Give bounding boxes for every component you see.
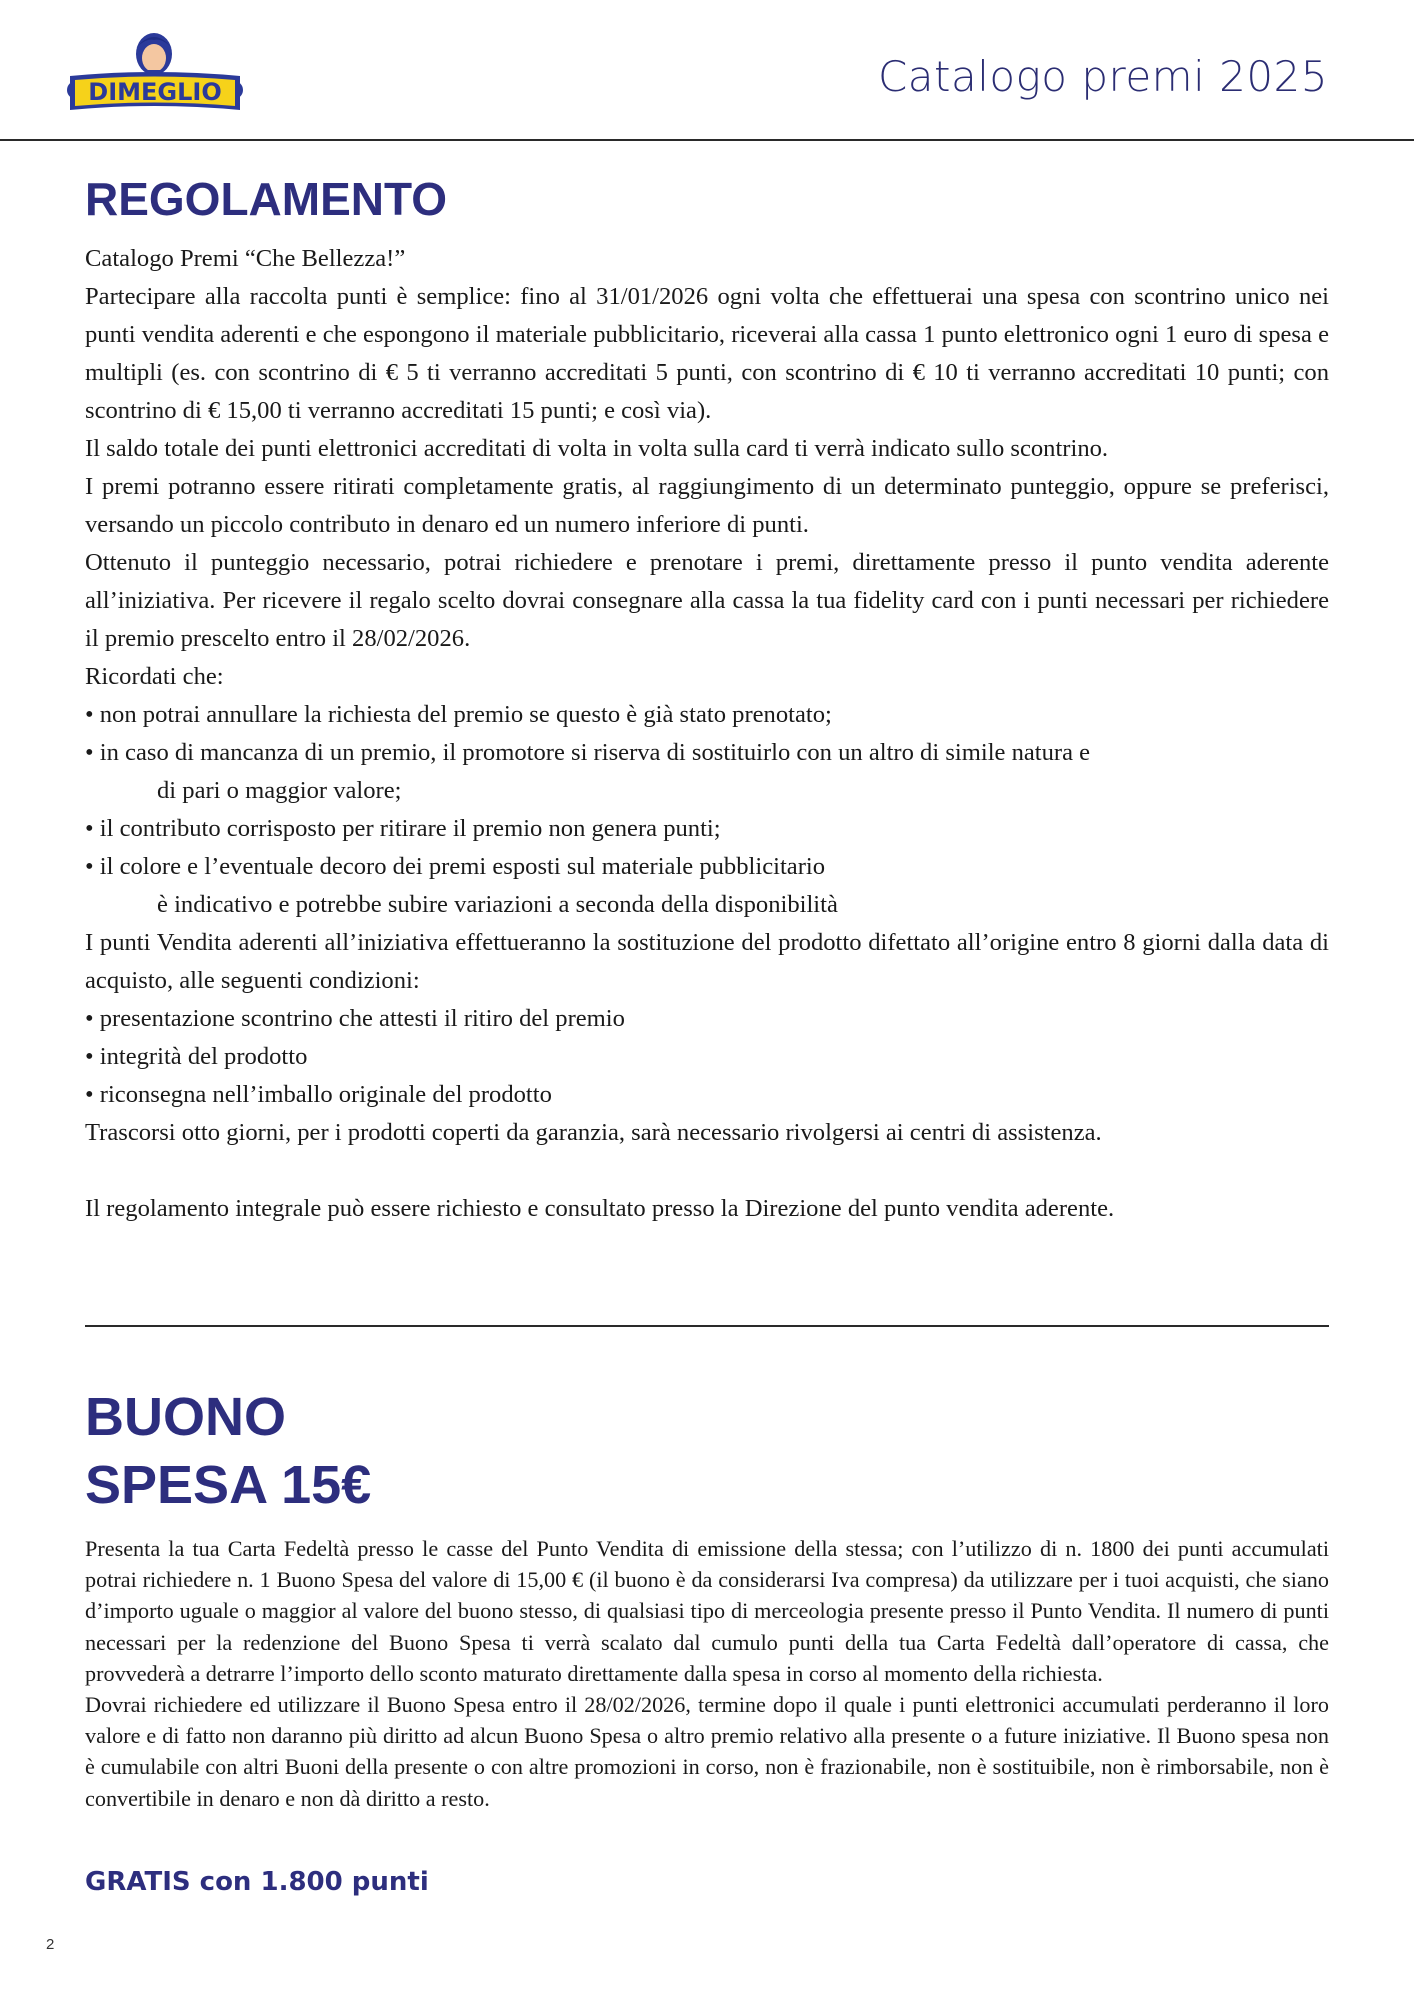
warranty-paragraph: Trascorsi otto giorni, per i prodotti coperti da garanzia, sarà necessario rivolgersi ai centri di assistenza. (85, 1119, 1102, 1146)
buono-body (85, 1533, 1329, 1814)
spacer (85, 1152, 1329, 1190)
condition-item: • presentazione scontrino che attesti il ritiro del premio (85, 1005, 625, 1032)
page-header (0, 0, 1414, 140)
balance-paragraph: Il saldo totale dei punti elettronici accreditati di volta in volta sulla card ti verrà indicato sullo scontrino. (85, 435, 1109, 462)
points-cta: GRATIS con 1.800 punti (85, 1867, 429, 1897)
prizes-paragraph: I premi potranno essere ritirati completamente gratis, al raggiungimento di un determinato punteggio, oppure se preferisci, versando un piccolo contributo in denaro ed un numero inferiore di punti. (85, 473, 1329, 538)
bullet-continuation: è indicativo e potrebbe subire variazioni a seconda della disponibilità (157, 891, 838, 918)
booking-paragraph: Ottenuto il punteggio necessario, potrai richiedere e prenotare i premi, direttamente presso il punto vendita aderente all’iniziativa. Per ricevere il regalo scelto dovrai consegnare alla cassa la tua fidelity card con i punti necessari per richiedere il premio prescelto entro il 28/02/2026. (85, 549, 1329, 652)
buono-paragraph-2: Dovrai richiedere ed utilizzare il Buono Spesa entro il 28/02/2026, termine dopo il quale i punti elettronici accumulati perderanno il loro valore e di fatto non daranno più diritto ad alcun Buono Spesa o altro premio relativo alla presente o a future iniziative. Il Buono spesa non è cumulabile con altri Buoni della presente o con altre promozioni in corso, non è frazionabile, non è sostituibile, non è rimborsabile, non è convertibile in denaro e non dà diritto a resto. (85, 1692, 1329, 1811)
page-number: 2 (46, 1936, 55, 1953)
regolamento-title: REGOLAMENTO (85, 173, 448, 225)
bullet-item: • il colore e l’eventuale decoro dei premi esposti sul materiale pubblicitario (85, 853, 826, 880)
condition-item: • integrità del prodotto (85, 1043, 308, 1070)
closing-paragraph: Il regolamento integrale può essere richiesto e consultato presso la Direzione del punto vendita aderente. (85, 1195, 1115, 1222)
bullet-item: • non potrai annullare la richiesta del premio se questo è già stato prenotato; (85, 701, 832, 728)
condition-item: • riconsegna nell’imballo originale del prodotto (85, 1081, 552, 1108)
dimeglio-logo (62, 26, 247, 121)
buono-title-line2: SPESA 15€ (85, 1455, 372, 1515)
participation-paragraph: Partecipare alla raccolta punti è semplice: fino al 31/01/2026 ogni volta che effettuerai una spesa con scontrino unico nei punti vendita aderenti e che espongono il materiale pubblicitario, riceverai alla cassa 1 punto elettronico ogni 1 euro di spesa e multipli (es. con scontrino di € 5 ti verranno accreditati 5 punti, con scontrino di € 10 ti verranno accreditati 10 punti; con scontrino di € 15,00 ti verranno accreditati 15 punti; e così via). (85, 283, 1329, 424)
svg-text:DIMEGLIO: DIMEGLIO (88, 78, 222, 106)
catalog-title: Catalogo premi 2025 (877, 52, 1328, 101)
buono-title-line1: BUONO (85, 1387, 286, 1447)
header-divider (0, 139, 1414, 141)
section-divider (85, 1325, 1329, 1327)
bullet-item: • in caso di mancanza di un premio, il promotore si riserva di sostituirlo con un altro di simile natura e (85, 739, 1091, 766)
reminder-heading: Ricordati che: (85, 663, 224, 690)
buono-paragraph-1: Presenta la tua Carta Fedeltà presso le casse del Punto Vendita di emissione della stessa; con l’utilizzo di n. 1800 dei punti accumulati potrai richiedere n. 1 Buono Spesa del valore di 15,00 € (il buono è da considerarsi Iva compresa) da utilizzare per i tuoi acquisti, che siano d’importo uguale o maggior al valore del buono stesso, di qualsiasi tipo di merceologia presente presso il Punto Vendita. Il numero di punti necessari per la redenzione del Buono Spesa ti verrà scalato dal cumulo punti della tua Carta Fedeltà dall’operatore di cassa, che provvederà a detrarre l’importo dello sconto maturato direttamente dalla spesa in corso al momento della richiesta. (85, 1536, 1329, 1686)
regolamento-body (85, 240, 1329, 1228)
defect-paragraph: I punti Vendita aderenti all’iniziativa effettueranno la sostituzione del prodotto difettato all’origine entro 8 giorni dalla data di acquisto, alle seguenti condizioni: (85, 929, 1329, 994)
catalog-name-line: Catalogo Premi “Che Bellezza!” (85, 245, 406, 272)
bullet-continuation: di pari o maggior valore; (157, 777, 402, 804)
bullet-item: • il contributo corrisposto per ritirare il premio non genera punti; (85, 815, 721, 842)
buono-title (85, 1383, 371, 1519)
